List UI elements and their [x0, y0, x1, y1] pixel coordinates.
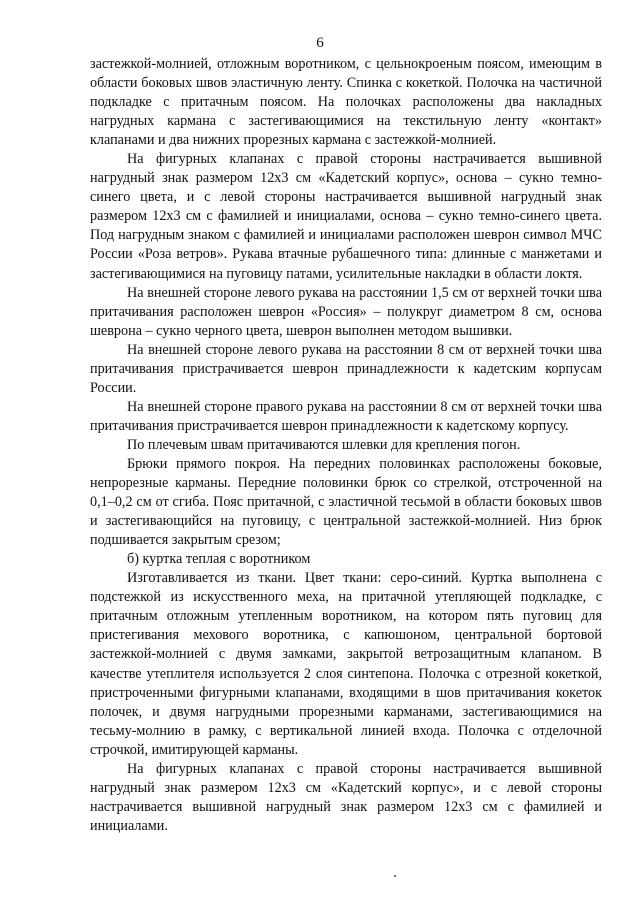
- paragraph: Брюки прямого покроя. На передних половинках расположены боковые, непрорезные карманы. Передние половинки брюк со стрелкой, отстроченной на 0,1–0,2 см от сгиба. Пояс притачной, с эластичной тесьмой в области боковых швов и застегивающийся на пуговицу, с центральной застежкой-молнией. Низ брюк подшивается закрытым срезом;: [90, 455, 602, 549]
- paragraph: На фигурных клапанах с правой стороны настрачивается вышивной нагрудный знак размером 12х3 см «Кадетский корпус», и с левой стороны настрачивается вышивной нагрудный знак размером 12х3 см с фамилией и инициалами.: [90, 760, 602, 834]
- paragraph: На внешней стороне левого рукава на расстоянии 8 см от верхней точки шва притачивания пристрачивается шеврон принадлежности к кадетским корпусам России.: [90, 341, 602, 396]
- paragraph: По плечевым швам притачиваются шлевки для крепления погон.: [127, 436, 521, 453]
- paragraph: На фигурных клапанах с правой стороны настрачивается вышивной нагрудный знак размером 12х3 см «Кадетский корпус», основа – сукно темно-синего цвета, и с левой стороны настрачивается вышивной нагрудный знак размером 12х3 см с фамилией и инициалами, основа – сукно темно-синего цвета. Под нагрудным знаком с фамилией и инициалами расположен шеврон символ МЧС России «Роза ветров». Рукава втачные рубашечного типа: длинные с манжетами и застегивающимися на пуговицу патами, усилительные накладки в области локтя.: [90, 151, 602, 282]
- paragraph: На внешней стороне правого рукава на расстоянии 8 см от верхней точки шва притачивания пристрачивается шеврон принадлежности к кадетскому корпусу.: [90, 398, 602, 434]
- paragraph: Изготавливается из ткани. Цвет ткани: серо-синий. Куртка выполнена с подстежкой из искусственного меха, на притачной утепляющей подкладке, с притачным отложным утепленным воротником, на котором пять пуговиц для пристегивания мехового воротника, с капюшоном, центральной бортовой застежкой-молнией с двумя замками, закрытой ветрозащитным клапаном. В качестве утеплителя используется 2 слоя синтепона. Полочка с отрезной кокеткой, пристроченными фигурными клапанами, входящими в шов притачивания кокеток полочек, и двумя нагрудными прорезными карманами, застегивающимися на тесьму-молнию в рамку, с вертикальной линией входа. Полочка с отделочной строчкой, имитирующей карманы.: [90, 570, 602, 758]
- document-body: [90, 55, 602, 836]
- paragraph: На внешней стороне левого рукава на расстоянии 1,5 см от верхней точки шва притачивания расположен шеврон «Россия» – полукруг диаметром 8 см, основа шеврона – сукно черного цвета, шеврон выполнен методом вышивки.: [90, 284, 602, 339]
- scan-speck: [394, 875, 396, 877]
- page-number: 6: [316, 35, 324, 51]
- paragraph: застежкой-молнией, отложным воротником, с цельнокроеным поясом, имеющим в области боковых швов эластичную ленту. Спинка с кокеткой. Полочка на частичной подкладке с притачным поясом. На полочках расположены два накладных нагрудных кармана с застегивающимися на текстильную ленту «контакт» клапанами и два нижних прорезных кармана с застежкой-молнией.: [90, 56, 602, 149]
- paragraph: б) куртка теплая с воротником: [127, 551, 311, 568]
